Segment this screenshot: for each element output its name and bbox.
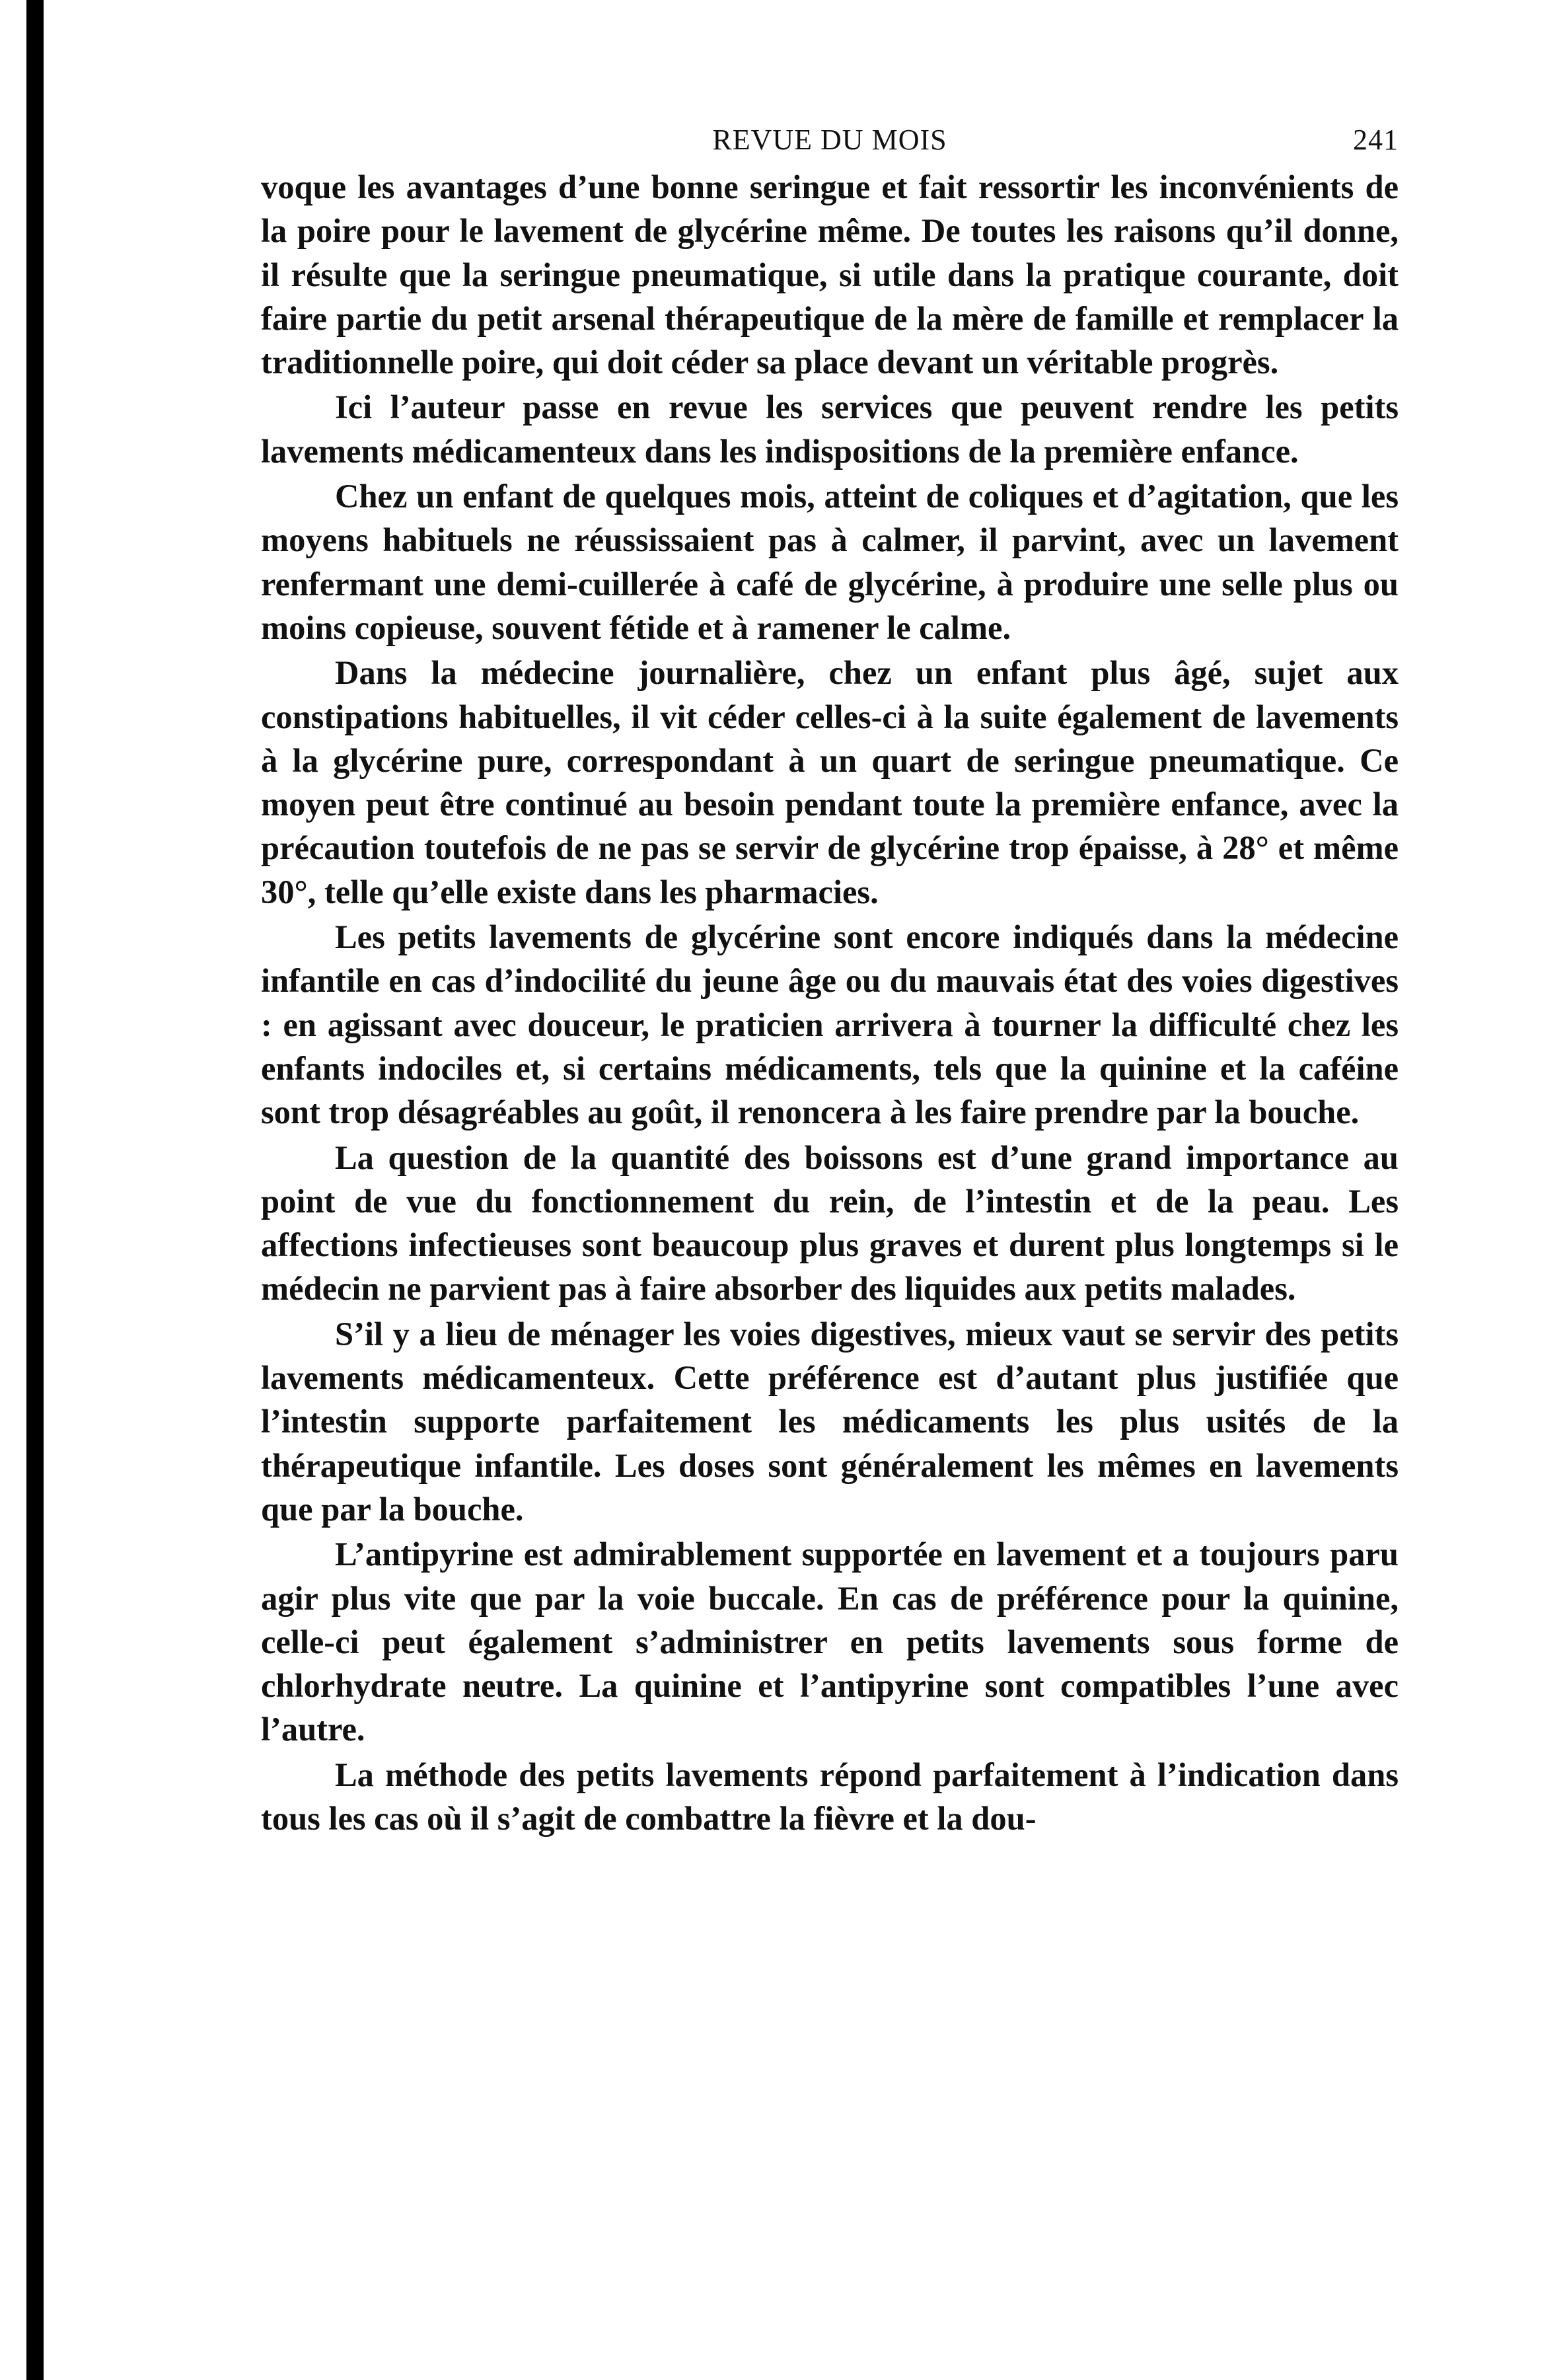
body-text bbox=[261, 165, 1399, 1840]
page-binding-edge bbox=[26, 0, 44, 2380]
paragraph-continuation: voque les avantages d’une bonne seringue et fait ressortir les inconvénients de la poire pour le lavement de glycérine même. De toutes les raisons qu’il donne, il résulte que la seringue pneumatique, si utile dans la pratique courante, doit faire partie du petit arsenal thérapeutique de la mère de famille et remplacer la traditionnelle poire, qui doit céder sa place devant un véritable progrès. bbox=[261, 168, 1399, 381]
page-number: 241 bbox=[1353, 124, 1399, 156]
running-title: REVUE DU MOIS bbox=[712, 124, 947, 156]
running-head bbox=[261, 119, 1399, 165]
paragraph: S’il y a lieu de ménager les voies digestives, mieux vaut se servir des petits lavements médicamenteux. Cette préférence est d’autant plus justifiée que l’intestin supporte parfaitement les médicaments les plus usités de la thérapeutique infantile. Les doses sont généralement les mêmes en lavements que par la bouche. bbox=[261, 1315, 1399, 1528]
paragraph: Les petits lavements de glycérine sont encore indiqués dans la médecine infantile en cas d’indocilité du jeune âge ou du mauvais état des voies digestives : en agissant avec douceur, le praticien arrivera à tourner la difficulté chez les enfants indociles et, si certains médicaments, tels que la quinine et la caféine sont trop désagréables au goût, il renoncera à les faire prendre par la bouche. bbox=[261, 918, 1399, 1131]
paragraph: L’antipyrine est admirablement supportée en lavement et a toujours paru agir plus vite que par la voie buccale. En cas de préférence pour la quinine, celle-ci peut également s’administrer en petits lavements sous forme de chlorhydrate neutre. La quinine et l’antipyrine sont compatibles l’une avec l’autre. bbox=[261, 1536, 1399, 1748]
paragraph: Dans la médecine journalière, chez un enfant plus âgé, sujet aux constipations habituelles, il vit céder celles-ci à la suite également de lavements à la glycérine pure, correspondant à un quart de seringue pneumatique. Ce moyen peut être continué au besoin pendant toute la première enfance, avec la précaution toutefois de ne pas se servir de glycérine trop épaisse, à 28° et même 30°, telle qu’elle existe dans les pharmacies. bbox=[261, 654, 1399, 911]
paragraph: Chez un enfant de quelques mois, atteint de coliques et d’agitation, que les moyens habituels ne réussissaient pas à calmer, il parvint, avec un lavement renfermant une demi-cuillerée à café de glycérine, à produire une selle plus ou moins copieuse, souvent fétide et à ramener le calme. bbox=[261, 478, 1399, 646]
book-page bbox=[261, 119, 1399, 1840]
paragraph: La méthode des petits lavements répond parfaitement à l’indication dans tous les cas où il s’agit de combattre la fièvre et la dou- bbox=[261, 1756, 1399, 1837]
paragraph: La question de la quantité des boissons est d’une grand importance au point de vue du fonctionnement du rein, de l’intestin et de la peau. Les affections infectieuses sont beaucoup plus graves et durent plus longtemps si le médecin ne parvient pas à faire absorber des liquides aux petits malades. bbox=[261, 1138, 1399, 1308]
paragraph: Ici l’auteur passe en revue les services que peuvent rendre les petits lavements médicamenteux dans les indispositions de la première enfance. bbox=[261, 389, 1399, 470]
